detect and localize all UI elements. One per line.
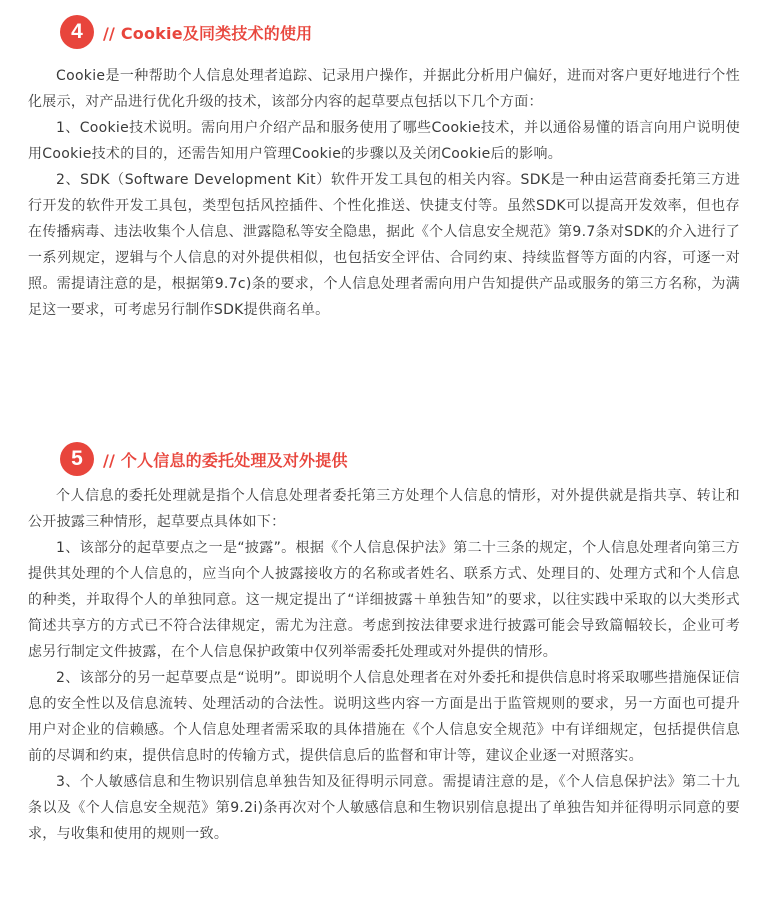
section-5-paragraph: 2、该部分的另一起草要点是“说明”。即说明个人信息处理者在对外委托和提供信息时将采取哪些措施保证信息的安全性以及信息流转、处理活动的合法性。说明这些内容一方面是出于监管规则的要求，另一方面也可提升用户对企业的信赖感。个人信息处理者需采取的具体措施在《个人信息安全规范》中有详细规定，包括提供信息前的尽调和约束，提供信息时的传输方式，提供信息后的监督和审计等，建议企业逐一对照落实。: [28, 670, 740, 764]
section-5-body: [28, 483, 740, 847]
section-4-body: [28, 63, 740, 323]
section-4-header: [28, 14, 312, 50]
section-5-paragraph: 个人信息的委托处理就是指个人信息处理者委托第三方处理个人信息的情形，对外提供就是指共享、转让和公开披露三种情形，起草要点具体如下：: [28, 488, 740, 530]
section-5-title: // 个人信息的委托处理及对外提供: [103, 450, 348, 470]
section-4-title: // Cookie及同类技术的使用: [103, 23, 313, 43]
section-4-paragraph: 1、Cookie技术说明。需向用户介绍产品和服务使用了哪些Cookie技术，并以通俗易懂的语言向用户说明使用Cookie技术的目的，还需告知用户管理Cookie的步骤以及关闭Cookie后的影响。: [28, 120, 740, 162]
section-5-number-badge: 5: [60, 442, 94, 476]
section-4-paragraph: Cookie是一种帮助个人信息处理者追踪、记录用户操作，并据此分析用户偏好，进而对客户更好地进行个性化展示，对产品进行优化升级的技术，该部分内容的起草要点包括以下几个方面：: [28, 68, 740, 110]
section-5-paragraph: 1、该部分的起草要点之一是“披露”。根据《个人信息保护法》第二十三条的规定，个人信息处理者向第三方提供其处理的个人信息的，应当向个人披露接收方的名称或者姓名、联系方式、处理目的、处理方式和个人信息的种类，并取得个人的单独同意。这一规定提出了“详细披露＋单独告知”的要求，以往实践中采取的以大类形式简述共享方的方式已不符合法律规定，需尤为注意。考虑到按法律要求进行披露可能会导致篇幅较长，企业可考虑另行制定文件披露，在个人信息保护政策中仅列举需委托处理或对外提供的情形。: [28, 540, 740, 660]
section-5-header: [28, 441, 348, 477]
section-4-paragraph: 2、SDK（Software Development Kit）软件开发工具包的相关内容。SDK是一种由运营商委托第三方进行开发的软件开发工具包，类型包括风控插件、个性化推送、快捷支付等。虽然SDK可以提高开发效率，但也存在传播病毒、违法收集个人信息、泄露隐私等安全隐患，据此《个人信息安全规范》第9.7条对SDK的介入进行了一系列规定，逻辑与个人信息的对外提供相似，也包括安全评估、合同约束、持续监督等方面的内容，可逐一对照。需提请注意的是，根据第9.7c)条的要求，个人信息处理者需向用户告知提供产品或服务的第三方名称，为满足这一要求，可考虑另行制作SDK提供商名单。: [28, 172, 740, 318]
section-4-number-badge: 4: [60, 15, 94, 49]
section-5-paragraph: 3、个人敏感信息和生物识别信息单独告知及征得明示同意。需提请注意的是，《个人信息保护法》第二十九条以及《个人信息安全规范》第9.2i)条再次对个人敏感信息和生物识别信息提出了单独告知并征得明示同意的要求，与收集和使用的规则一致。: [28, 774, 740, 842]
